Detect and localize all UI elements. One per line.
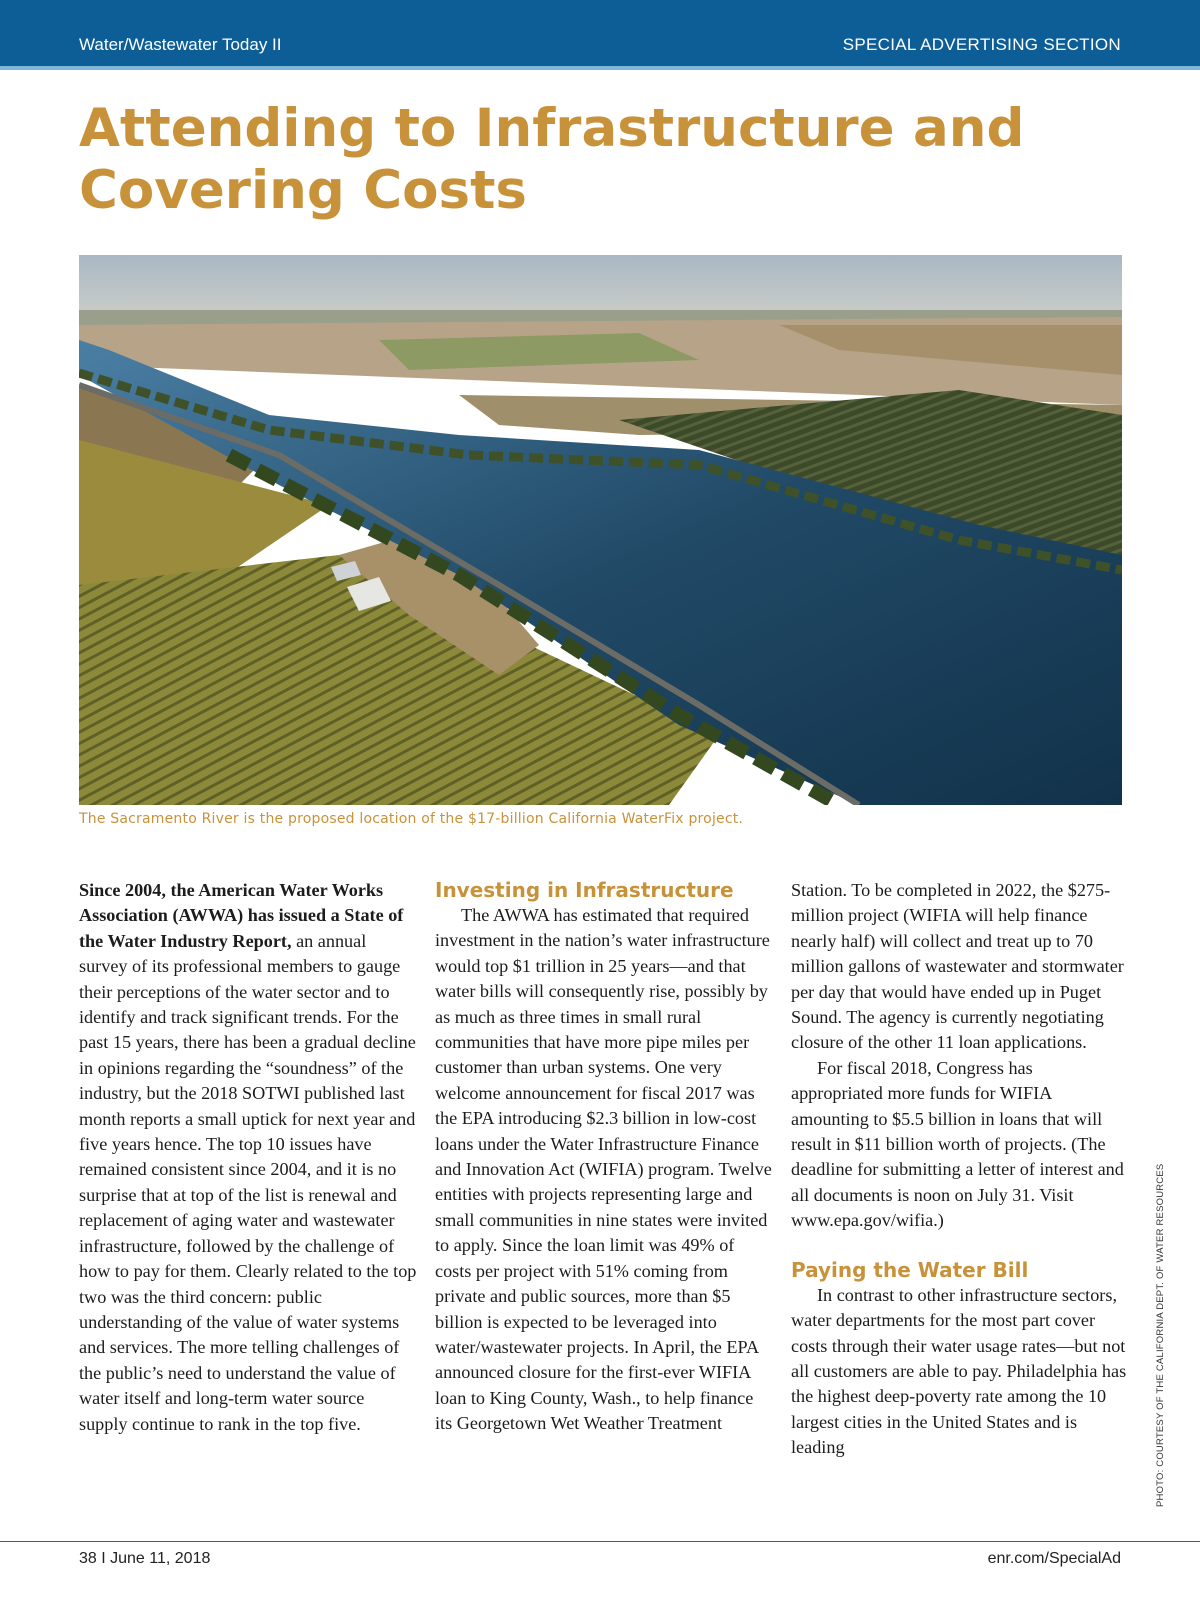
header-bar [0,0,1200,66]
investing-paragraph: The AWWA has estimated that required investment in the nation’s water infrastructure would top $1 trillion in 25 years—and that water bills will consequently rise, possibly by as much as three times in small rural communities that have more pipe miles per customer than urban systems. One very welcome announcement for fiscal 2017 was the EPA introducing $2.3 billion in low-cost loans under the Water Infrastructure Finance and Innovation Act (WIFIA) program. Twelve entities with projects representing large and small communities in nine states were invited to apply. Since the loan limit was 49% of costs per project with 51% coming from private and public sources, more than $5 billion is expected to be leveraged into water/wastewater projects. In April, the EPA announced closure for the first-ever WIFIA loan to King County, Wash., to help finance its Georgetown Wet Weather Treatment [435,905,772,1434]
station-paragraph: Station. To be completed in 2022, the $275-million project (WIFIA will help finance nearly half) will collect and treat up to 70 million gallons of wastewater and stormwater per day that would have ended up in Puget Sound. The agency is currently negotiating closure of the other 11 loan applications. [791,880,1124,1053]
footer-url: enr.com/SpecialAd [987,1550,1121,1567]
section-label: SPECIAL ADVERTISING SECTION [842,35,1121,54]
article-column-2 [435,878,773,1437]
publication-name: Water/Wastewater Today II [79,35,282,54]
intro-body: an annual survey of its professional members to gauge their perceptions of the water sector and to identify and track significant trends. For the past 15 years, there has been a gradual decline in opinions regarding the “soundness” of the industry, but the 2018 SOTWI published last month reports a small uptick for next year and five years hence. The top 10 issues have remained consistent since 2004, and it is no surprise that at top of the list is renewal and replacement of aging water and wastewater infrastructure, followed by the challenge of how to pay for them. Clearly related to the top two was the third concern: public understanding of the value of water systems and services. The more telling challenges of the public’s need to understand the value of water itself and long-term water source supply continue to rank in the top five. [79,930,417,1434]
title-line-2: Covering Costs [79,160,527,221]
subhead-water-bill: Paying the Water Bill [791,1257,1029,1282]
fiscal-2018-paragraph: For fiscal 2018, Congress has appropriated more funds for WIFIA amounting to $5.5 billion in loans that will result in $11 billion worth of projects. (The deadline for submitting a letter of interest and all documents is noon on July 31. Visit www.epa.gov/wifia.) [791,1057,1124,1231]
footer-divider [0,1541,1200,1542]
title-line-1: Attending to Infrastructure and [79,98,1025,159]
intro-paragraph [79,878,417,1437]
header-accent-line [0,66,1200,70]
article-column-3 [791,878,1129,1461]
photo-credit: PHOTO: COURTESY OF THE CALIFORNIA DEPT. OF WATER RESOURCES [1155,1163,1166,1507]
water-bill-paragraph: In contrast to other infrastructure sectors, water departments for the most part cover costs through their water usage rates—but not all customers are able to pay. Philadelphia has the highest deep-poverty rate among the 10 largest cities in the United States and is leading [791,1284,1127,1458]
photo-caption: The Sacramento River is the proposed location of the $17-billion California WaterFix project. [79,811,744,827]
aerial-river-photo [79,255,1122,805]
page-number-date: 38 I June 11, 2018 [79,1550,211,1567]
article-title [79,98,1079,222]
intro-lead: Since 2004, the American Water Works Association (AWWA) has issued a State of the Water Industry Report, [79,880,404,951]
article-column-1 [79,878,417,1437]
subhead-investing: Investing in Infrastructure [435,878,734,902]
